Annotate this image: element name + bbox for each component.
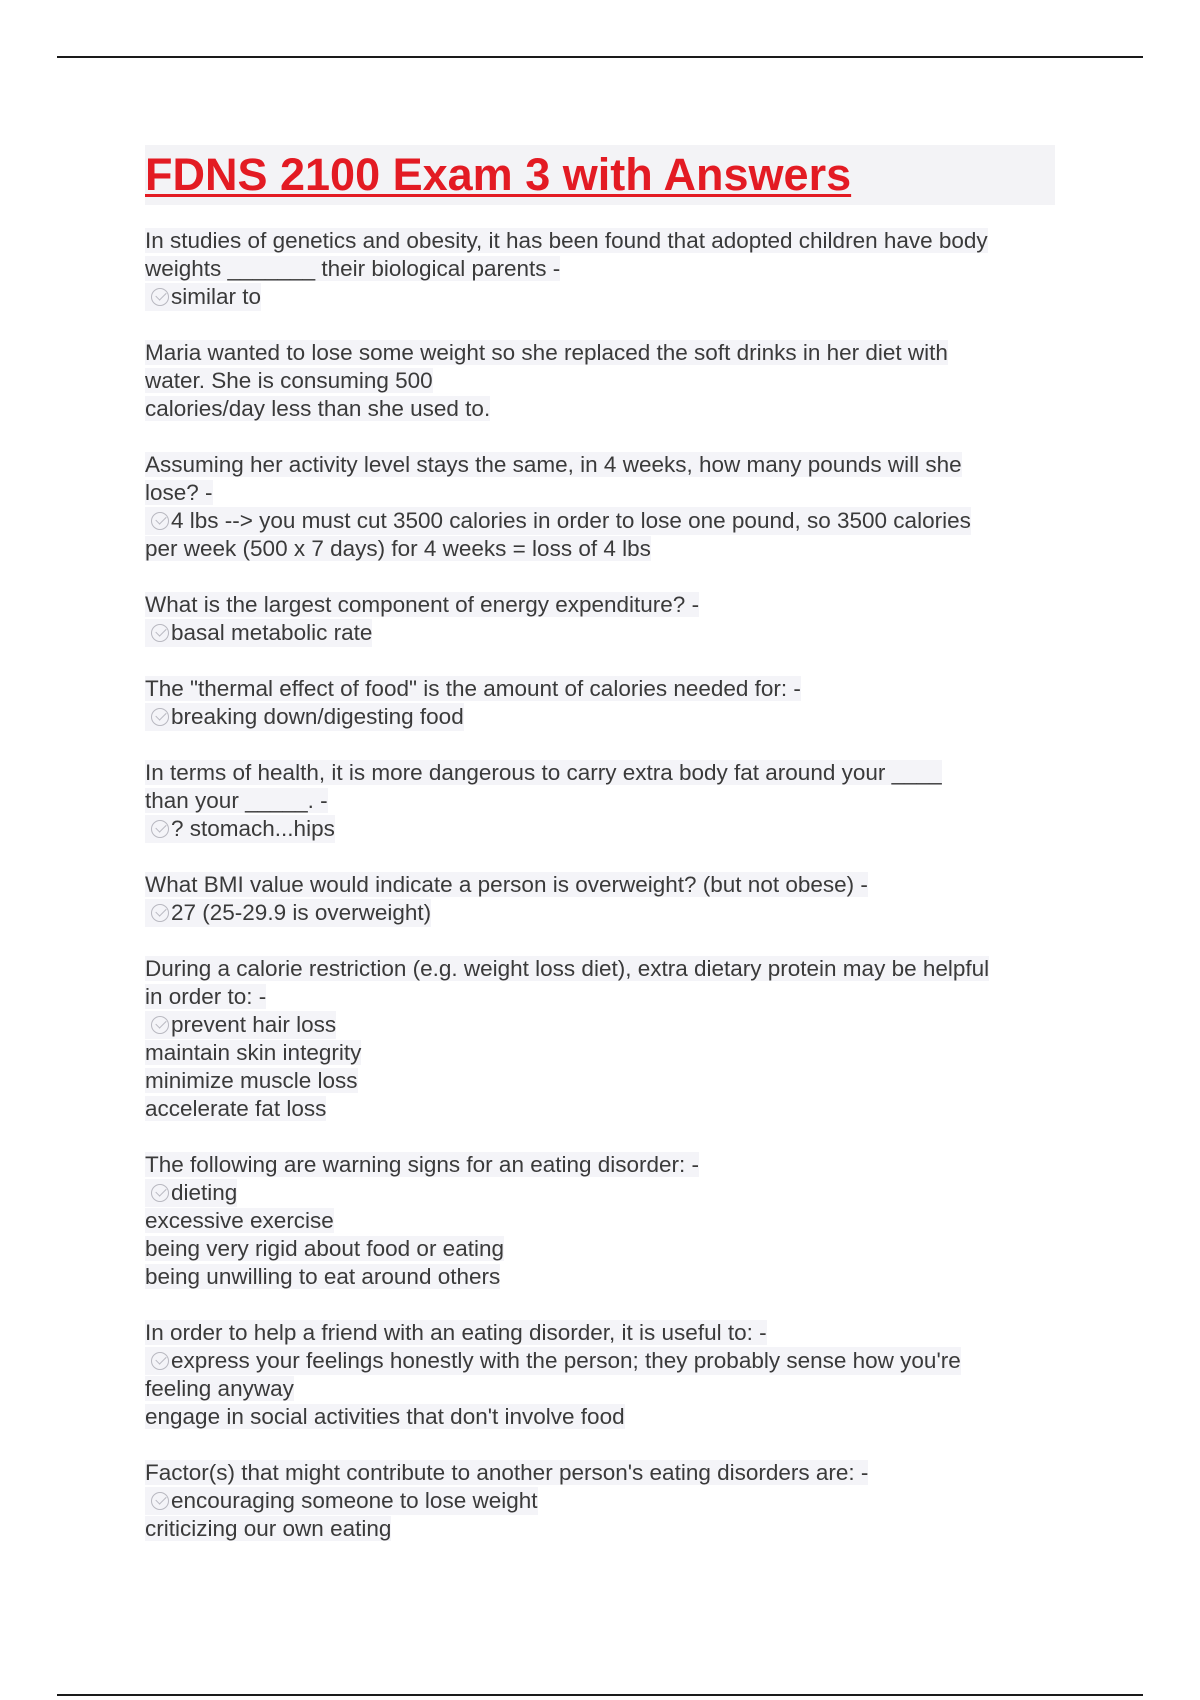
question-line: Assuming her activity level stays the same, in 4 weeks, how many pounds will she [145,451,962,477]
answer-line [145,283,1055,311]
qa-item [145,759,1055,843]
answer-line: per week (500 x 7 days) for 4 weeks = loss of 4 lbs [145,535,651,561]
question-line: What BMI value would indicate a person is overweight? (but not obese) - [145,871,868,897]
answer [145,1487,1055,1543]
check-circle-icon [151,624,169,642]
question-line: Factor(s) that might contribute to another person's eating disorders are: - [145,1459,869,1485]
question-line: lose? - [145,479,213,505]
bottom-rule [57,1694,1143,1696]
qa-item [145,1319,1055,1431]
question-line: The following are warning signs for an eating disorder: - [145,1151,700,1177]
answer-text: dieting [171,1179,238,1205]
question-line: calories/day less than she used to. [145,395,491,421]
question [145,955,1055,1011]
check-circle-icon [151,512,169,530]
qa-item [145,591,1055,647]
answer-text: breaking down/digesting food [171,703,464,729]
answer-line: feeling anyway [145,1375,294,1401]
answer-line: excessive exercise [145,1207,334,1233]
answer-line: being very rigid about food or eating [145,1235,504,1261]
question-line: In order to help a friend with an eating disorder, it is useful to: - [145,1319,767,1345]
answer-line: maintain skin integrity [145,1039,362,1065]
question [145,1459,1055,1487]
qa-item [145,339,1055,563]
answer-line [145,619,1055,647]
qa-item [145,1151,1055,1291]
answer [145,1179,1055,1291]
question-line: weights _______ their biological parents - [145,255,561,281]
answer [145,283,1055,311]
answer [145,1347,1055,1431]
answer-text: 4 lbs --> you must cut 3500 calories in order to lose one pound, so 3500 calories [171,507,971,533]
answer-line: minimize muscle loss [145,1067,358,1093]
answer-text: express your feelings honestly with the person; they probably sense how you're [171,1347,961,1373]
answer [145,1011,1055,1123]
answer-line: engage in social activities that don't involve food [145,1403,625,1429]
answer-line [145,815,1055,843]
top-rule [57,56,1143,58]
question [145,871,1055,899]
question [145,1151,1055,1179]
answer-line [145,507,1055,535]
answer-line: accelerate fat loss [145,1095,327,1121]
answer-line [145,703,1055,731]
question [145,1319,1055,1347]
question-line: than your _____. - [145,787,328,813]
qa-item [145,675,1055,731]
question-line: In terms of health, it is more dangerous to carry extra body fat around your ____ [145,759,942,785]
answer-line [145,1347,1055,1375]
question [145,675,1055,703]
answer-text: 27 (25-29.9 is overweight) [171,899,432,925]
qa-list [145,227,1055,1543]
check-circle-icon [151,1492,169,1510]
question [145,339,1055,507]
question-line [145,423,1055,451]
check-circle-icon [151,820,169,838]
answer-line [145,1179,1055,1207]
qa-item [145,227,1055,311]
check-circle-icon [151,1184,169,1202]
document-body [145,145,1055,1571]
question [145,227,1055,283]
question-line: During a calorie restriction (e.g. weight loss diet), extra dietary protein may be helpful [145,955,990,981]
qa-item [145,955,1055,1123]
answer [145,507,1055,563]
question [145,591,1055,619]
qa-item [145,1459,1055,1543]
question-line: The "thermal effect of food" is the amount of calories needed for: - [145,675,801,701]
answer-text: encouraging someone to lose weight [171,1487,538,1513]
answer-line [145,1011,1055,1039]
answer-text: prevent hair loss [171,1011,337,1037]
question-line: What is the largest component of energy expenditure? - [145,591,700,617]
check-circle-icon [151,288,169,306]
question-line: in order to: - [145,983,267,1009]
answer [145,619,1055,647]
answer-line: criticizing our own eating [145,1515,392,1541]
answer-line [145,1487,1055,1515]
answer [145,703,1055,731]
check-circle-icon [151,1352,169,1370]
title-band [145,145,1055,205]
answer-text: similar to [171,283,262,309]
question-line: water. She is consuming 500 [145,367,433,393]
answer-line: being unwilling to eat around others [145,1263,501,1289]
question [145,759,1055,815]
question-line: In studies of genetics and obesity, it has been found that adopted children have body [145,227,988,253]
answer [145,899,1055,927]
answer [145,815,1055,843]
question-line: Maria wanted to lose some weight so she replaced the soft drinks in her diet with [145,339,948,365]
check-circle-icon [151,1016,169,1034]
document-title: FDNS 2100 Exam 3 with Answers [145,149,852,200]
answer-text: basal metabolic rate [171,619,373,645]
qa-item [145,871,1055,927]
answer-line [145,899,1055,927]
answer-text: ? stomach...hips [171,815,335,841]
check-circle-icon [151,708,169,726]
check-circle-icon [151,904,169,922]
